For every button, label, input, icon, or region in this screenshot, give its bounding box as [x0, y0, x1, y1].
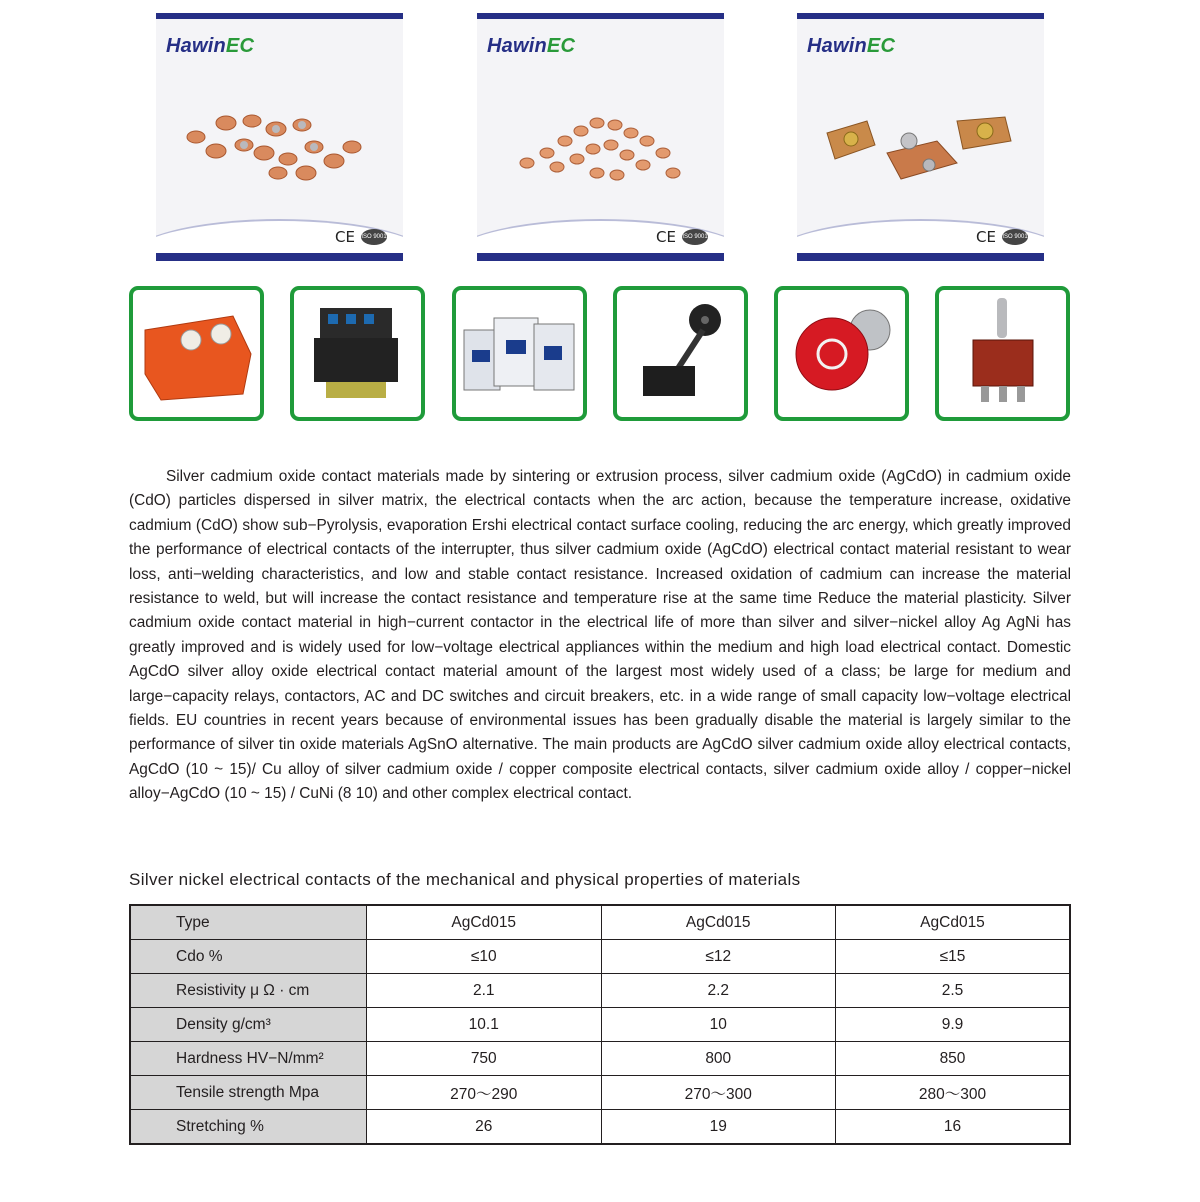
table-cell: 10.1	[367, 1008, 602, 1042]
properties-table	[129, 904, 1071, 1145]
product-banner-3	[797, 13, 1044, 261]
ce-mark: CE	[656, 228, 676, 246]
row-label: Resistivity μ Ω · cm	[130, 974, 367, 1008]
table-row	[130, 1110, 1070, 1145]
table-cell: 19	[601, 1110, 836, 1145]
row-label: Hardness HV−N/mm²	[130, 1042, 367, 1076]
application-tile-4	[613, 286, 748, 421]
contact-assemblies-icon	[797, 13, 1044, 261]
ce-mark: CE	[976, 228, 996, 246]
iso-badge: ISO 9001	[1002, 229, 1028, 245]
table-cell: ≤12	[601, 940, 836, 974]
table-cell: 280～300	[836, 1076, 1071, 1110]
table-cell: 26	[367, 1110, 602, 1145]
table-cell: 2.5	[836, 974, 1071, 1008]
table-cell: 10	[601, 1008, 836, 1042]
ac-contactor-icon	[294, 290, 421, 417]
table-cell: AgCd015	[836, 905, 1071, 940]
row-label: Type	[130, 905, 367, 940]
circuit-breakers-icon	[456, 290, 583, 417]
product-banner-1	[156, 13, 403, 261]
push-button-control-box-icon	[133, 290, 260, 417]
application-tile-5	[774, 286, 909, 421]
table-cell: AgCd015	[601, 905, 836, 940]
iso-badge: ISO 9001	[682, 229, 708, 245]
table-cell: 2.1	[367, 974, 602, 1008]
table-cell: 850	[836, 1042, 1071, 1076]
table-cell: 16	[836, 1110, 1071, 1145]
brand-logo: HawinEC	[166, 35, 255, 57]
table-row	[130, 1042, 1070, 1076]
table-row	[130, 1008, 1070, 1042]
toggle-switch-icon	[939, 290, 1066, 417]
emergency-stop-button-icon	[778, 290, 905, 417]
table-cell: 270～290	[367, 1076, 602, 1110]
table-cell: 9.9	[836, 1008, 1071, 1042]
table-cell: AgCd015	[367, 905, 602, 940]
application-tile-6	[935, 286, 1070, 421]
table-cell: ≤10	[367, 940, 602, 974]
table-cell: ≤15	[836, 940, 1071, 974]
row-label: Cdo %	[130, 940, 367, 974]
table-row	[130, 974, 1070, 1008]
limit-switch-icon	[617, 290, 744, 417]
brand-logo: HawinEC	[487, 35, 576, 57]
table-row	[130, 1076, 1070, 1110]
application-tile-3	[452, 286, 587, 421]
product-banner-2	[477, 13, 724, 261]
row-label: Stretching %	[130, 1110, 367, 1145]
table-row	[130, 905, 1070, 940]
copper-silver-rivet-contacts-icon	[156, 13, 403, 261]
ce-mark: CE	[335, 228, 355, 246]
table-cell: 800	[601, 1042, 836, 1076]
row-label: Tensile strength Mpa	[130, 1076, 367, 1110]
small-rivet-contacts-icon	[477, 13, 724, 261]
description-paragraph: Silver cadmium oxide contact materials made by sintering or extrusion process, silver cadmium oxide (AgCdO) in cadmium oxide (CdO) particles dispersed in silver matrix, the electrical contacts when the arc action, because the temperature increase, oxidative cadmium (CdO) show sub−Pyrolysis, evaporation Ershi electrical contact surface cooling, reducing the arc energy, which greatly improved the performance of electrical contacts of the interrupter, thus silver cadmium oxide (AgCdO) electrical contact material resistant to wear loss, anti−welding characteristics, and low and stable contact resistance. Increased oxidation of cadmium can increase the material resistance to weld, but will increase the contact resistance and temperature rise at the same time Reduce the material plasticity. Silver cadmium oxide contact material in high−current contactor in the electrical life of more than silver and silver−nickel alloy Ag AgNi has greatly improved and is widely used for low−voltage electrical appliances within the medium and high load electrical contact. Domestic AgCdO silver alloy oxide electrical contact material amount of the largest most widely used of a class; be large for medium and large−capacity relays, contactors, AC and DC switches and circuit breakers, etc. in a wide range of small capacity low−voltage electrical fields. EU countries in recent years because of environmental issues has been gradually disable the material is largely similar to the performance of silver tin oxide materials AgSnO alternative. The main products are AgCdO silver cadmium oxide alloy electrical contacts, AgCdO (10 ~ 15)/ Cu alloy of silver cadmium oxide / copper composite electrical contacts, silver cadmium oxide alloy / copper−nickel alloy−AgCdO (10 ~ 15) / CuNi (8 10) and other complex electrical contact.	[129, 468, 1071, 803]
table-cell: 2.2	[601, 974, 836, 1008]
table-cell: 750	[367, 1042, 602, 1076]
table-row	[130, 940, 1070, 974]
table-cell: 270～300	[601, 1076, 836, 1110]
iso-badge: ISO 9001	[361, 229, 387, 245]
row-label: Density g/cm³	[130, 1008, 367, 1042]
application-tile-1	[129, 286, 264, 421]
table-title: Silver nickel electrical contacts of the mechanical and physical properties of materials	[129, 870, 801, 889]
application-tile-2	[290, 286, 425, 421]
brand-logo: HawinEC	[807, 35, 896, 57]
